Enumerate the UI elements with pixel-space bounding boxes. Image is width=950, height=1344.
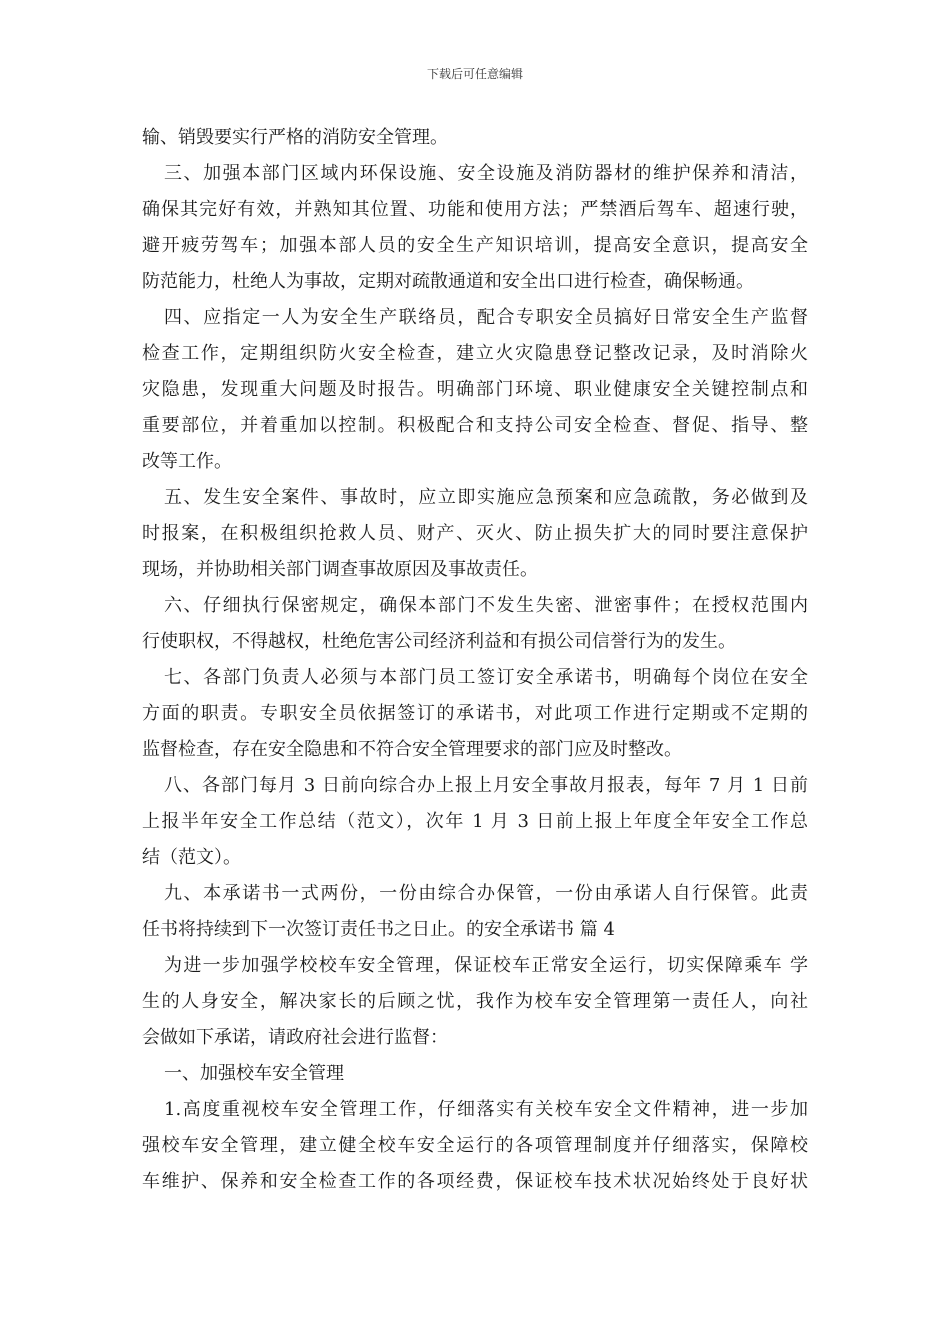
- text-line: 现场，并协助相关部门调查事故原因及事故责任。: [142, 559, 538, 580]
- page-header-note: 下载后可任意编辑: [426, 67, 523, 81]
- text-line: 输、销毁要实行严格的消防安全管理。: [142, 127, 448, 148]
- text-line: 重要部位，并着重加以控制。积极配合和支持公司安全检查、督促、指导、整: [142, 415, 808, 436]
- text-line: 改等工作。: [142, 451, 232, 472]
- text-line: 生的人身安全，解决家长的后顾之忧，我作为校车安全管理第一责任人，向社: [142, 991, 808, 1012]
- text-line: 一、加强校车安全管理: [164, 1063, 344, 1084]
- text-line: 七、各部门负责人必须与本部门员工签订安全承诺书，明确每个岗位在安全: [164, 667, 808, 688]
- text-line: 1.高度重视校车安全管理工作，仔细落实有关校车安全文件精神，进一步加: [164, 1099, 808, 1120]
- text-line: 八、各部门每月 3 日前向综合办上报上月安全事故月报表，每年 7 月 1 日前: [164, 775, 808, 796]
- text-line: 九、本承诺书一式两份，一份由综合办保管，一份由承诺人自行保管。此责: [164, 883, 808, 904]
- document-body: [142, 120, 808, 1200]
- text-line: 时报案，在积极组织抢救人员、财产、灭火、防止损失扩大的同时要注意保护: [142, 523, 808, 544]
- text-line: 上报半年安全工作总结（范文），次年 1 月 3 日前上报上年度全年安全工作总: [142, 811, 808, 832]
- text-line: 检查工作，定期组织防火安全检查，建立火灾隐患登记整改记录，及时消除火: [142, 343, 808, 364]
- text-line: 确保其完好有效，并熟知其位置、功能和使用方法；严禁酒后驾车、超速行驶，: [142, 199, 808, 220]
- text-line: 监督检查，存在安全隐患和不符合安全管理要求的部门应及时整改。: [142, 739, 682, 760]
- text-line: 结（范文）。: [142, 847, 241, 868]
- text-line: 会做如下承诺，请政府社会进行监督：: [142, 1027, 448, 1048]
- text-line: 行使职权，不得越权，杜绝危害公司经济利益和有损公司信誉行为的发生。: [142, 631, 736, 652]
- text-line: 灾隐患，发现重大问题及时报告。明确部门环境、职业健康安全关键控制点和: [142, 379, 808, 400]
- text-line: 车维护、保养和安全检查工作的各项经费，保证校车技术状况始终处于良好状: [142, 1171, 808, 1192]
- text-line: 任书将持续到下一次签订责任书之日止。的安全承诺书 篇 4: [142, 919, 615, 940]
- text-line: 防范能力，杜绝人为事故，定期对疏散通道和安全出口进行检查，确保畅通。: [142, 271, 754, 292]
- text-line: 五、发生安全案件、事故时，应立即实施应急预案和应急疏散，务必做到及: [164, 487, 808, 508]
- text-line: 为进一步加强学校校车安全管理，保证校车正常安全运行，切实保障乘车 学: [164, 955, 808, 976]
- text-line: 强校车安全管理，建立健全校车安全运行的各项管理制度并仔细落实，保障校: [142, 1135, 808, 1156]
- text-line: 避开疲劳驾车；加强本部人员的安全生产知识培训，提高安全意识，提高安全: [142, 235, 808, 256]
- text-line: 方面的职责。专职安全员依据签订的承诺书，对此项工作进行定期或不定期的: [142, 703, 808, 724]
- text-line: 四、应指定一人为安全生产联络员，配合专职安全员搞好日常安全生产监督: [164, 307, 808, 328]
- text-line: 六、仔细执行保密规定，确保本部门不发生失密、泄密事件；在授权范围内: [164, 595, 808, 616]
- text-line: 三、加强本部门区域内环保设施、安全设施及消防器材的维护保养和清洁，: [164, 163, 808, 184]
